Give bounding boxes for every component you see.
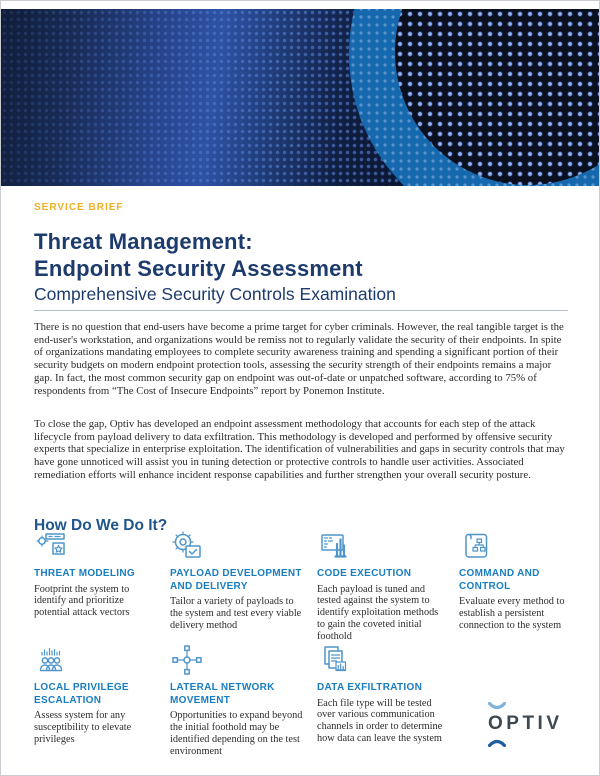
service-description: Assess system for any susceptibility to elevate privileges (34, 710, 132, 745)
optiv-logo-top-arc-icon (488, 702, 506, 711)
people-chart-icon (34, 643, 68, 677)
service-title: DATA EXFILTRATION (317, 682, 423, 693)
service-description: Evaluate every method to establish a persistent connection to the system (459, 596, 565, 631)
service-description: Each file type will be tested over various communication channels in order to determine how data can leave the system (317, 697, 443, 745)
service-description: Footprint the system to identify and prioritize potential attack vectors (34, 583, 130, 619)
scroll-hierarchy-icon (459, 529, 493, 563)
service-item-command-and-control (459, 529, 586, 643)
service-item-local-privilege-escalation (34, 643, 170, 758)
service-title: LATERAL NETWORK MOVEMENT (170, 682, 275, 706)
service-item-data-exfiltration (317, 643, 459, 758)
page-title (34, 228, 363, 282)
service-title: PAYLOAD DEVELOPMENT AND DELIVERY (170, 568, 302, 592)
page-title-line2: Endpoint Security Assessment (34, 256, 363, 281)
service-title: THREAT MODELING (34, 568, 135, 579)
service-item-payload-development (170, 529, 317, 643)
gear-checklist-icon (170, 529, 204, 563)
service-title: CODE EXECUTION (317, 568, 412, 579)
optiv-logo-bottom-arc-icon (488, 738, 506, 747)
page-title-line1: Threat Management: (34, 229, 253, 254)
eyebrow-label: SERVICE BRIEF (34, 202, 124, 213)
service-item-threat-modeling (34, 529, 170, 643)
whiteboard-gear-star-icon (34, 529, 68, 563)
service-item-lateral-network-movement (170, 643, 317, 758)
intro-paragraph-1: There is no question that end-users have become a prime target for cyber criminals. However, the real tangible target is the end-user's workstation, and organizations would be remiss not to regularly validate the security of their endpoints. In spite of organizations mandating employees to complete security awareness training and spending a significant portion of their security budgets on modern endpoint protection tools, assessing the security strength of their endpoints remains a major gap. In fact, the most common security gap on endpoint was out-of-date or unpatched software, according to 75% of respondents from “The Cost of Insecure Endpoints” report by Ponemon Institute. (34, 321, 564, 397)
network-nodes-icon (170, 643, 204, 677)
hero-banner-image (1, 9, 599, 186)
service-title: LOCAL PRIVILEGE ESCALATION (34, 682, 129, 706)
documents-chart-icon (317, 643, 351, 677)
service-description: Opportunities to expand beyond the initial foothold may be identified depending on the test environment (170, 710, 303, 757)
service-item-code-execution (317, 529, 459, 643)
page-subtitle: Comprehensive Security Controls Examination (34, 284, 396, 304)
service-description: Tailor a variety of payloads to the system and test every viable delivery method (170, 596, 302, 631)
service-description: Each payload is tuned and tested against the system to identify exploitation methods to gain the coveted initial foothold (317, 583, 439, 643)
code-window-chart-icon (317, 529, 351, 563)
section-heading: How Do We Do It? (34, 516, 168, 534)
service-title: COMMAND AND CONTROL (459, 568, 540, 592)
divider-rule (34, 310, 568, 311)
optiv-logo (488, 701, 580, 751)
optiv-logo-wordmark: OPTIV (488, 713, 563, 734)
intro-paragraph-2: To close the gap, Optiv has developed an endpoint assessment methodology that accounts for each step of the attack lifecycle from payload delivery to data exfiltration. This methodology is developed and performed by offensive security experts that specialize in enterprise exploitation. The identification of vulnerabilities and gaps in security controls that may have gone unnoticed will assist you in tuning detection or protective controls to handle user activities. Associated remediation efforts will enhance incident response capabilities and further strengthen your overall security posture. (34, 418, 565, 481)
